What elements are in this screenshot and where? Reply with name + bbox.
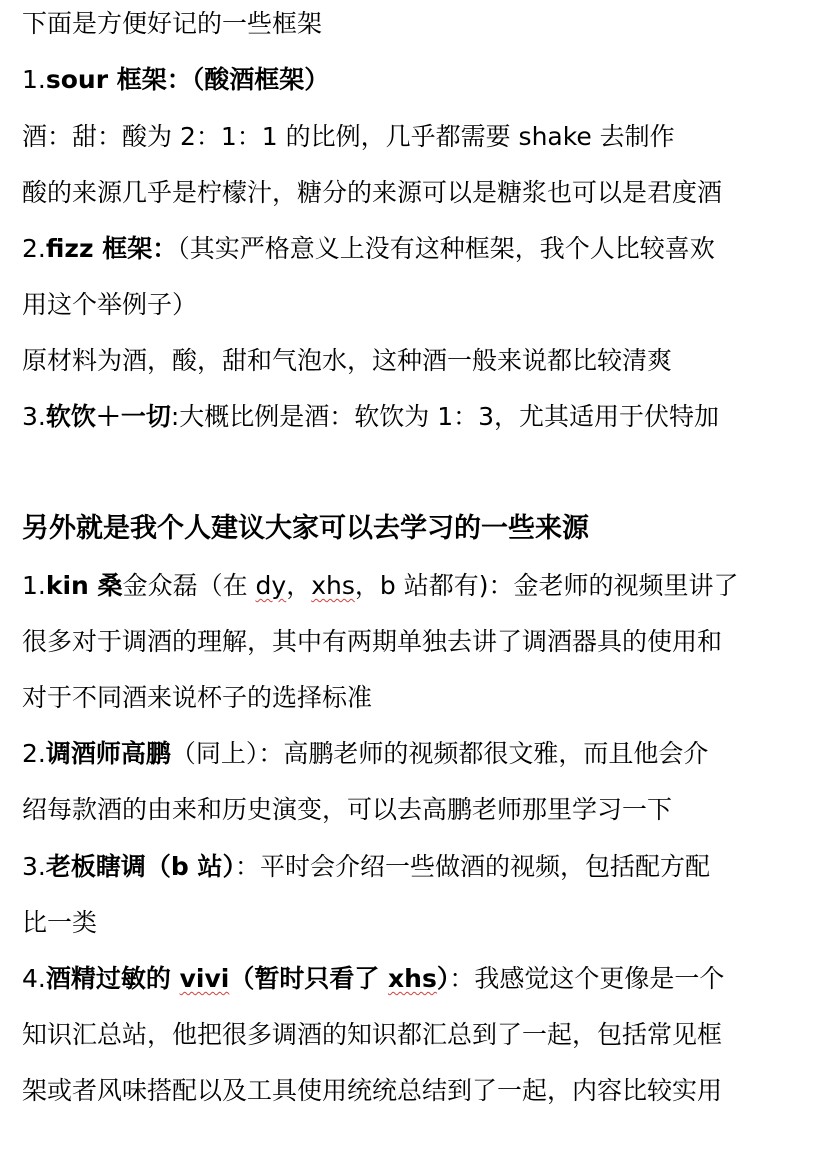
framework-1-line-2: 酸的来源几乎是柠檬汁，糖分的来源可以是糖浆也可以是君度酒 bbox=[22, 178, 723, 207]
source-1-title bbox=[22, 568, 826, 604]
source-4-title bbox=[22, 961, 826, 997]
sources-heading: 另外就是我个人建议大家可以去学习的一些来源 bbox=[22, 513, 589, 544]
source-1-name-rest: 金众磊（在 bbox=[122, 571, 256, 600]
framework-3-number: 3. bbox=[22, 402, 46, 431]
source-4-name-vivi: vivi bbox=[179, 964, 230, 993]
framework-1-name: sour 框架：（酸酒框架） bbox=[45, 65, 330, 94]
source-1-line-2: 对于不同酒来说杯子的选择标准 bbox=[22, 683, 373, 712]
framework-2-line-1: 用这个举例子） bbox=[22, 290, 198, 319]
source-1-number: 1. bbox=[22, 571, 46, 600]
source-3-desc: ：平时会介绍一些做酒的视频，包括配方配 bbox=[234, 852, 710, 881]
source-2-line-1: 绍每款酒的由来和历史演变，可以去高鹏老师那里学习一下 bbox=[22, 795, 673, 824]
intro-text: 下面是方便好记的一些框架 bbox=[22, 9, 323, 38]
source-4-tag-xhs: xhs bbox=[388, 964, 437, 993]
framework-3-title bbox=[22, 399, 826, 435]
framework-1-title bbox=[22, 62, 826, 98]
source-4-name-a: 酒精过敏的 bbox=[45, 964, 180, 993]
source-1-tag-xhs: xhs bbox=[311, 571, 355, 600]
source-4-line-2: 架或者风味搭配以及工具使用统统总结到了一起，内容比较实用 bbox=[22, 1076, 723, 1105]
source-4-name-c: （暂时只看了 bbox=[229, 964, 389, 993]
framework-3-name: 软饮＋一切 bbox=[45, 402, 171, 431]
source-2-number: 2. bbox=[22, 739, 46, 768]
framework-2-number: 2. bbox=[22, 234, 46, 263]
source-3-line-1: 比一类 bbox=[22, 908, 98, 937]
source-1-desc: ，b 站都有)：金老师的视频里讲了 bbox=[354, 571, 739, 600]
framework-1-line-1: 酒：甜：酸为 2：1：1 的比例，几乎都需要 shake 去制作 bbox=[22, 122, 675, 151]
source-4-number: 4. bbox=[22, 964, 46, 993]
framework-2-desc: （其实严格意义上没有这种框架，我个人比较喜欢 bbox=[177, 234, 715, 263]
source-4-line-1: 知识汇总站，他把很多调酒的知识都汇总到了一起，包括常见框 bbox=[22, 1020, 723, 1049]
source-1-sep: ， bbox=[286, 571, 312, 600]
source-1-line-1: 很多对于调酒的理解，其中有两期单独去讲了调酒器具的使用和 bbox=[22, 627, 723, 656]
source-1-name-bold: kin 桑 bbox=[45, 571, 123, 600]
source-2-name: 调酒师高鹏 bbox=[45, 739, 171, 768]
source-4-name-e: ） bbox=[436, 964, 450, 993]
framework-2-title bbox=[22, 231, 826, 267]
source-2-desc: （同上）：高鹏老师的视频都很文雅，而且他会介 bbox=[170, 739, 709, 768]
source-2-title bbox=[22, 736, 826, 772]
framework-2-name: fizz 框架： bbox=[45, 234, 178, 263]
framework-2-line-2: 原材料为酒，酸，甜和气泡水，这种酒一般来说都比较清爽 bbox=[22, 346, 673, 375]
framework-3-desc: :大概比例是酒：软饮为 1：3，尤其适用于伏特加 bbox=[170, 402, 720, 431]
source-1-tag-dy: dy bbox=[255, 571, 287, 600]
source-4-desc: ：我感觉这个更像是一个 bbox=[449, 964, 725, 993]
source-3-title bbox=[22, 849, 826, 885]
source-3-name: 老板瞎调（b 站） bbox=[45, 852, 235, 881]
framework-1-number: 1. bbox=[22, 65, 46, 94]
source-3-number: 3. bbox=[22, 852, 46, 881]
